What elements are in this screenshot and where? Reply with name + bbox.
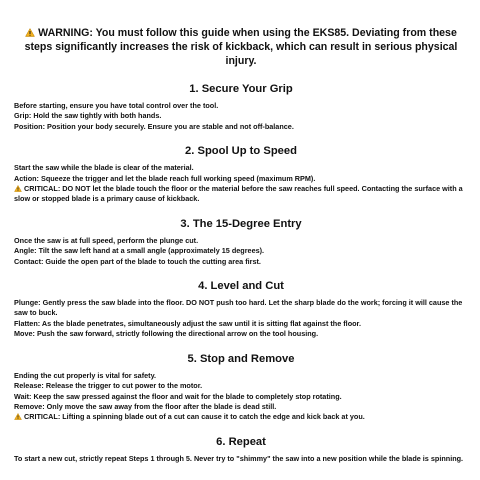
section-title: 3. The 15-Degree Entry xyxy=(180,217,302,230)
section-line: Once the saw is at full speed, perform the plunge cut. xyxy=(14,235,199,245)
section-line: Action: Squeeze the trigger and let the blade reach full working speed (maximum RPM). xyxy=(14,173,316,183)
section-line: Start the saw while the blade is clear of the material. xyxy=(14,163,194,173)
section-secure-grip xyxy=(14,82,468,132)
section-line: Angle: Tilt the saw left hand at a small angle (approximately 15 degrees). xyxy=(14,246,265,256)
section-level-and-cut xyxy=(14,279,468,340)
section-title: 1. Secure Your Grip xyxy=(189,83,293,95)
section-line: Move: Push the saw forward, strictly following the directional arrow on the tool housing. xyxy=(14,329,319,339)
warning-text: WARNING: You must follow this guide when using the EKS85. Deviating from these steps significantly increases the risk of kickback, which can result in serious physical injury. xyxy=(24,27,458,67)
critical-line xyxy=(14,184,468,205)
section-line: Plunge: Gently press the saw blade into the floor. DO NOT push too hard. Let the sharp blade do the work; forcing it will cause the saw to buck. xyxy=(14,298,463,318)
warning-triangle-icon xyxy=(25,28,35,37)
section-15-degree-entry xyxy=(14,217,468,267)
section-title: 6. Repeat xyxy=(216,435,266,448)
section-line: Remove: Only move the saw away from the floor after the blade is dead still. xyxy=(14,401,277,411)
critical-text: CRITICAL: Lifting a spinning blade out of a cut can cause it to catch the edge and kick back at you. xyxy=(24,412,365,422)
section-line: Position: Position your body securely. Ensure you are stable and not off-balance. xyxy=(14,121,294,131)
section-line: Ending the cut properly is vital for safety. xyxy=(14,370,157,380)
warning-triangle-icon xyxy=(14,413,22,420)
section-line: Before starting, ensure you have total control over the tool. xyxy=(14,101,219,110)
section-line: Contact: Guide the open part of the blade to touch the cutting area first. xyxy=(14,256,261,266)
section-line: Flatten: As the blade penetrates, simultaneously adjust the saw until it is sitting flat against the floor. xyxy=(14,318,361,328)
critical-line xyxy=(14,412,468,422)
warning-triangle-icon xyxy=(14,185,22,192)
section-title: 5. Stop and Remove xyxy=(187,352,295,365)
section-spool-up xyxy=(14,144,468,205)
section-stop-and-remove xyxy=(14,352,468,423)
section-repeat xyxy=(14,435,468,464)
warning-banner xyxy=(14,26,468,68)
critical-text: CRITICAL: DO NOT let the blade touch the floor or the material before the saw reaches full speed. Contacting the surface with a slow or stopped blade is a primary cause of kickback. xyxy=(14,184,463,204)
section-line: Grip: Hold the saw tightly with both hands. xyxy=(14,111,162,121)
section-line: Wait: Keep the saw pressed against the floor and wait for the blade to completely stop rotating. xyxy=(14,391,342,401)
section-title: 4. Level and Cut xyxy=(198,280,284,293)
section-line: To start a new cut, strictly repeat Steps 1 through 5. Never try to "shimmy" the saw into a new position while the blade is spinning. xyxy=(14,453,464,463)
section-line: Release: Release the trigger to cut power to the motor. xyxy=(14,381,203,391)
section-title: 2. Spool Up to Speed xyxy=(185,145,297,158)
